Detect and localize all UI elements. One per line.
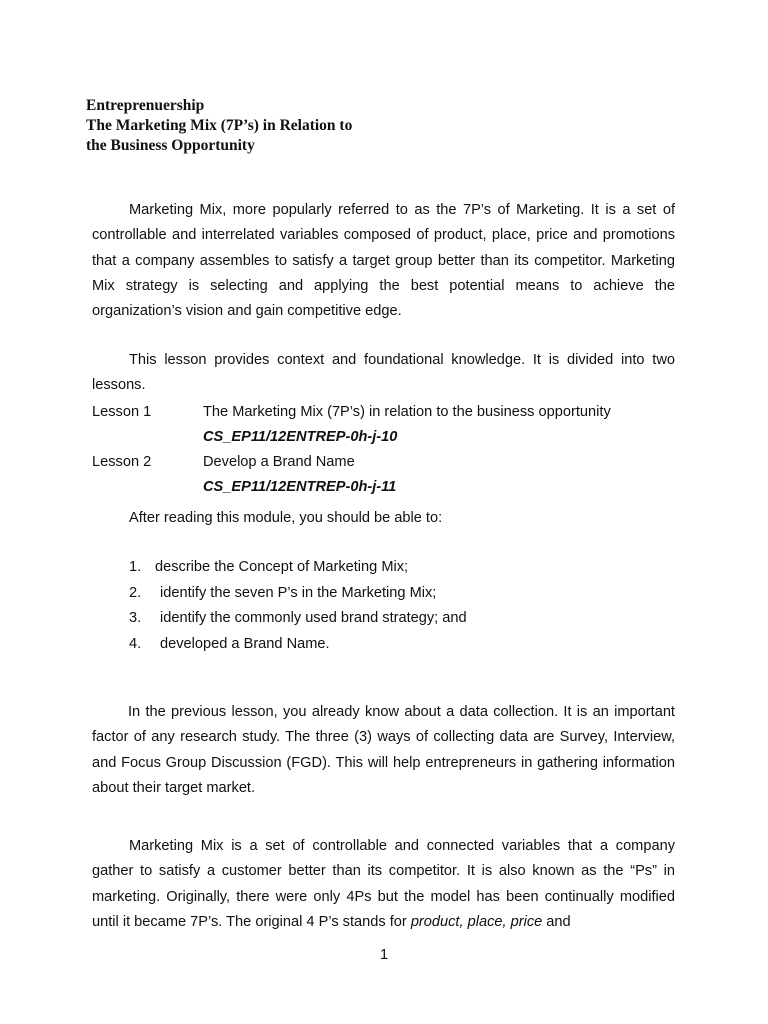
lesson-title-line-2: the Business Opportunity [86, 137, 255, 154]
lesson-title-line-1: The Marketing Mix (7P’s) in Relation to [86, 117, 353, 134]
lesson-2-label: Lesson 2 [92, 454, 152, 470]
objective-item: 2. identify the seven P’s in the Marketing Mix; [129, 585, 437, 601]
subject-title: Entreprenuership [86, 97, 205, 114]
lesson-2-code: CS_EP11/12ENTREP-0h-j-11 [203, 479, 397, 495]
lesson-1-title: The Marketing Mix (7P’s) in relation to the business opportunity [203, 404, 611, 420]
intro-paragraph: Marketing Mix, more popularly referred to as the 7P’s of Marketing. It is a set of controllable and interrelated variables composed of product, place, price and promotions that a company assembles to satisfy a target group better than its competitor. Marketing Mix strategy is selecting and applying the best potential means to achieve the organization’s vision and gain competitive edge. [92, 202, 675, 320]
lesson-2-title: Develop a Brand Name [203, 454, 355, 470]
page-number: 1 [379, 947, 389, 963]
objective-item: 4. developed a Brand Name. [129, 636, 330, 652]
lesson-1-code: CS_EP11/12ENTREP-0h-j-10 [203, 429, 398, 445]
review-paragraph: In the previous lesson, you already know about a data collection. It is an important factor of any research study. The three (3) ways of collecting data are Survey, Interview, and Focus Group Discussion (FGD). This will help entrepreneurs in gathering information about their target market. [92, 704, 675, 796]
marketing-mix-paragraph: Marketing Mix is a set of controllable and connected variables that a company gather to satisfy a customer better than its competitor. It is also known as the “Ps” in marketing. Originally, there were only 4Ps but the model has been continually modified until it became 7P’s. The original 4 P’s stands for product, place, price and [92, 838, 675, 930]
objective-item: 1. describe the Concept of Marketing Mix; [129, 559, 409, 575]
lesson-intro-paragraph: This lesson provides context and foundational knowledge. It is divided into two lessons. [92, 352, 675, 394]
lesson-1-label: Lesson 1 [92, 404, 152, 420]
document-heading [86, 96, 352, 156]
objective-item: 3. identify the commonly used brand strategy; and [129, 610, 467, 626]
objectives-intro: After reading this module, you should be able to: [129, 510, 443, 526]
